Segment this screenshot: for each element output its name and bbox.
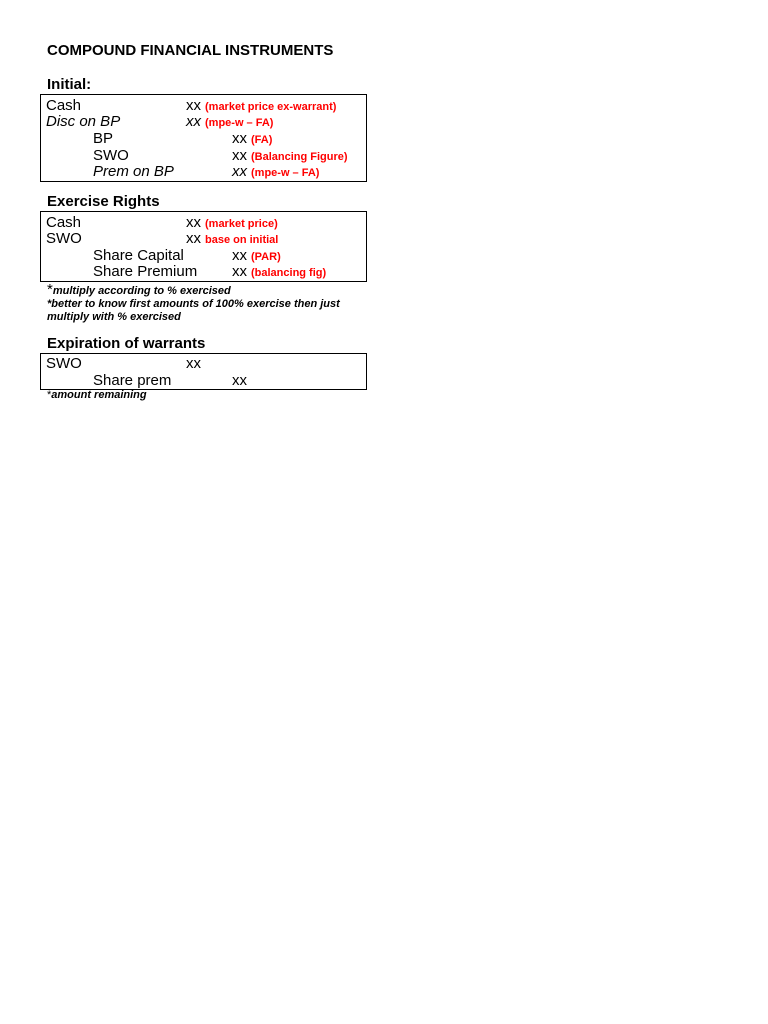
- amount-value: xx: [186, 113, 201, 130]
- account-name: Share Capital: [93, 247, 184, 264]
- annotation-note: (PAR): [251, 251, 281, 263]
- amount-cell: [232, 263, 326, 282]
- entry-row-disc-on-bp: [41, 113, 366, 130]
- amount-value: xx: [186, 230, 201, 247]
- annotation-note: (mpe-w – FA): [205, 117, 274, 129]
- amount-value: xx: [186, 214, 201, 231]
- account-name: Cash: [46, 214, 82, 231]
- amount-value: xx: [232, 372, 247, 389]
- entry-row-swo: [41, 147, 366, 164]
- entry-row-cash: [41, 97, 366, 114]
- entry-row-share-prem: [41, 372, 366, 389]
- entry-row-bp: [41, 130, 366, 147]
- section-heading-exercise-rights: Exercise Rights: [47, 193, 160, 210]
- journal-entry-exercise-rights: [40, 211, 367, 282]
- annotation-note: (FA): [251, 134, 273, 146]
- annotation-note: (Balancing Figure): [251, 151, 348, 163]
- footnote-exercise-tip: [47, 298, 377, 324]
- entry-row-prem-on-bp: [41, 163, 366, 180]
- account-name: SWO: [46, 355, 82, 372]
- section-heading-expiration: Expiration of warrants: [47, 335, 206, 352]
- document-title: COMPOUND FINANCIAL INSTRUMENTS: [47, 42, 334, 59]
- annotation-note: (mpe-w – FA): [251, 167, 320, 179]
- amount-cell: [186, 355, 201, 372]
- entry-row-cash: [41, 214, 366, 231]
- annotation-note: base on initial: [205, 234, 279, 246]
- amount-value: xx: [232, 147, 247, 164]
- amount-value: xx: [232, 247, 247, 264]
- entry-row-share-premium: [41, 263, 366, 280]
- footnote-text: better to know first amounts of 100% exercise then just multiply with % exercised: [47, 298, 340, 323]
- account-name: Share prem: [93, 372, 172, 389]
- annotation-note: (market price ex-warrant): [205, 101, 337, 113]
- footnote-text: multiply according to % exercised: [52, 285, 231, 297]
- entry-row-swo: [41, 355, 366, 372]
- account-name: SWO: [46, 230, 82, 247]
- amount-value: xx: [232, 263, 247, 280]
- annotation-note: (market price): [205, 218, 278, 230]
- account-name: Prem on BP: [93, 163, 174, 180]
- amount-cell: [232, 372, 247, 389]
- account-name: Cash: [46, 97, 82, 114]
- entry-row-share-capital: [41, 247, 366, 264]
- journal-entry-expiration: [40, 353, 367, 390]
- footnote-text: amount remaining: [51, 389, 147, 401]
- amount-value: xx: [232, 163, 247, 180]
- amount-cell: [232, 163, 319, 182]
- amount-value: xx: [186, 97, 201, 114]
- amount-value: xx: [186, 355, 201, 372]
- entry-row-swo: [41, 230, 366, 247]
- footnote-expiration-remaining: [47, 389, 377, 402]
- footnote-star: *: [47, 281, 53, 298]
- account-name: Share Premium: [93, 263, 198, 280]
- journal-entry-initial: [40, 94, 367, 182]
- footnote-star: *: [47, 298, 52, 310]
- section-heading-initial: Initial:: [47, 76, 92, 93]
- account-name: BP: [93, 130, 114, 147]
- account-name: SWO: [93, 147, 129, 164]
- account-name: Disc on BP: [46, 113, 121, 130]
- amount-value: xx: [232, 130, 247, 147]
- footnote-exercise-multiply: [47, 283, 377, 298]
- footnote-star: *: [47, 389, 52, 401]
- annotation-note: (balancing fig): [251, 267, 327, 279]
